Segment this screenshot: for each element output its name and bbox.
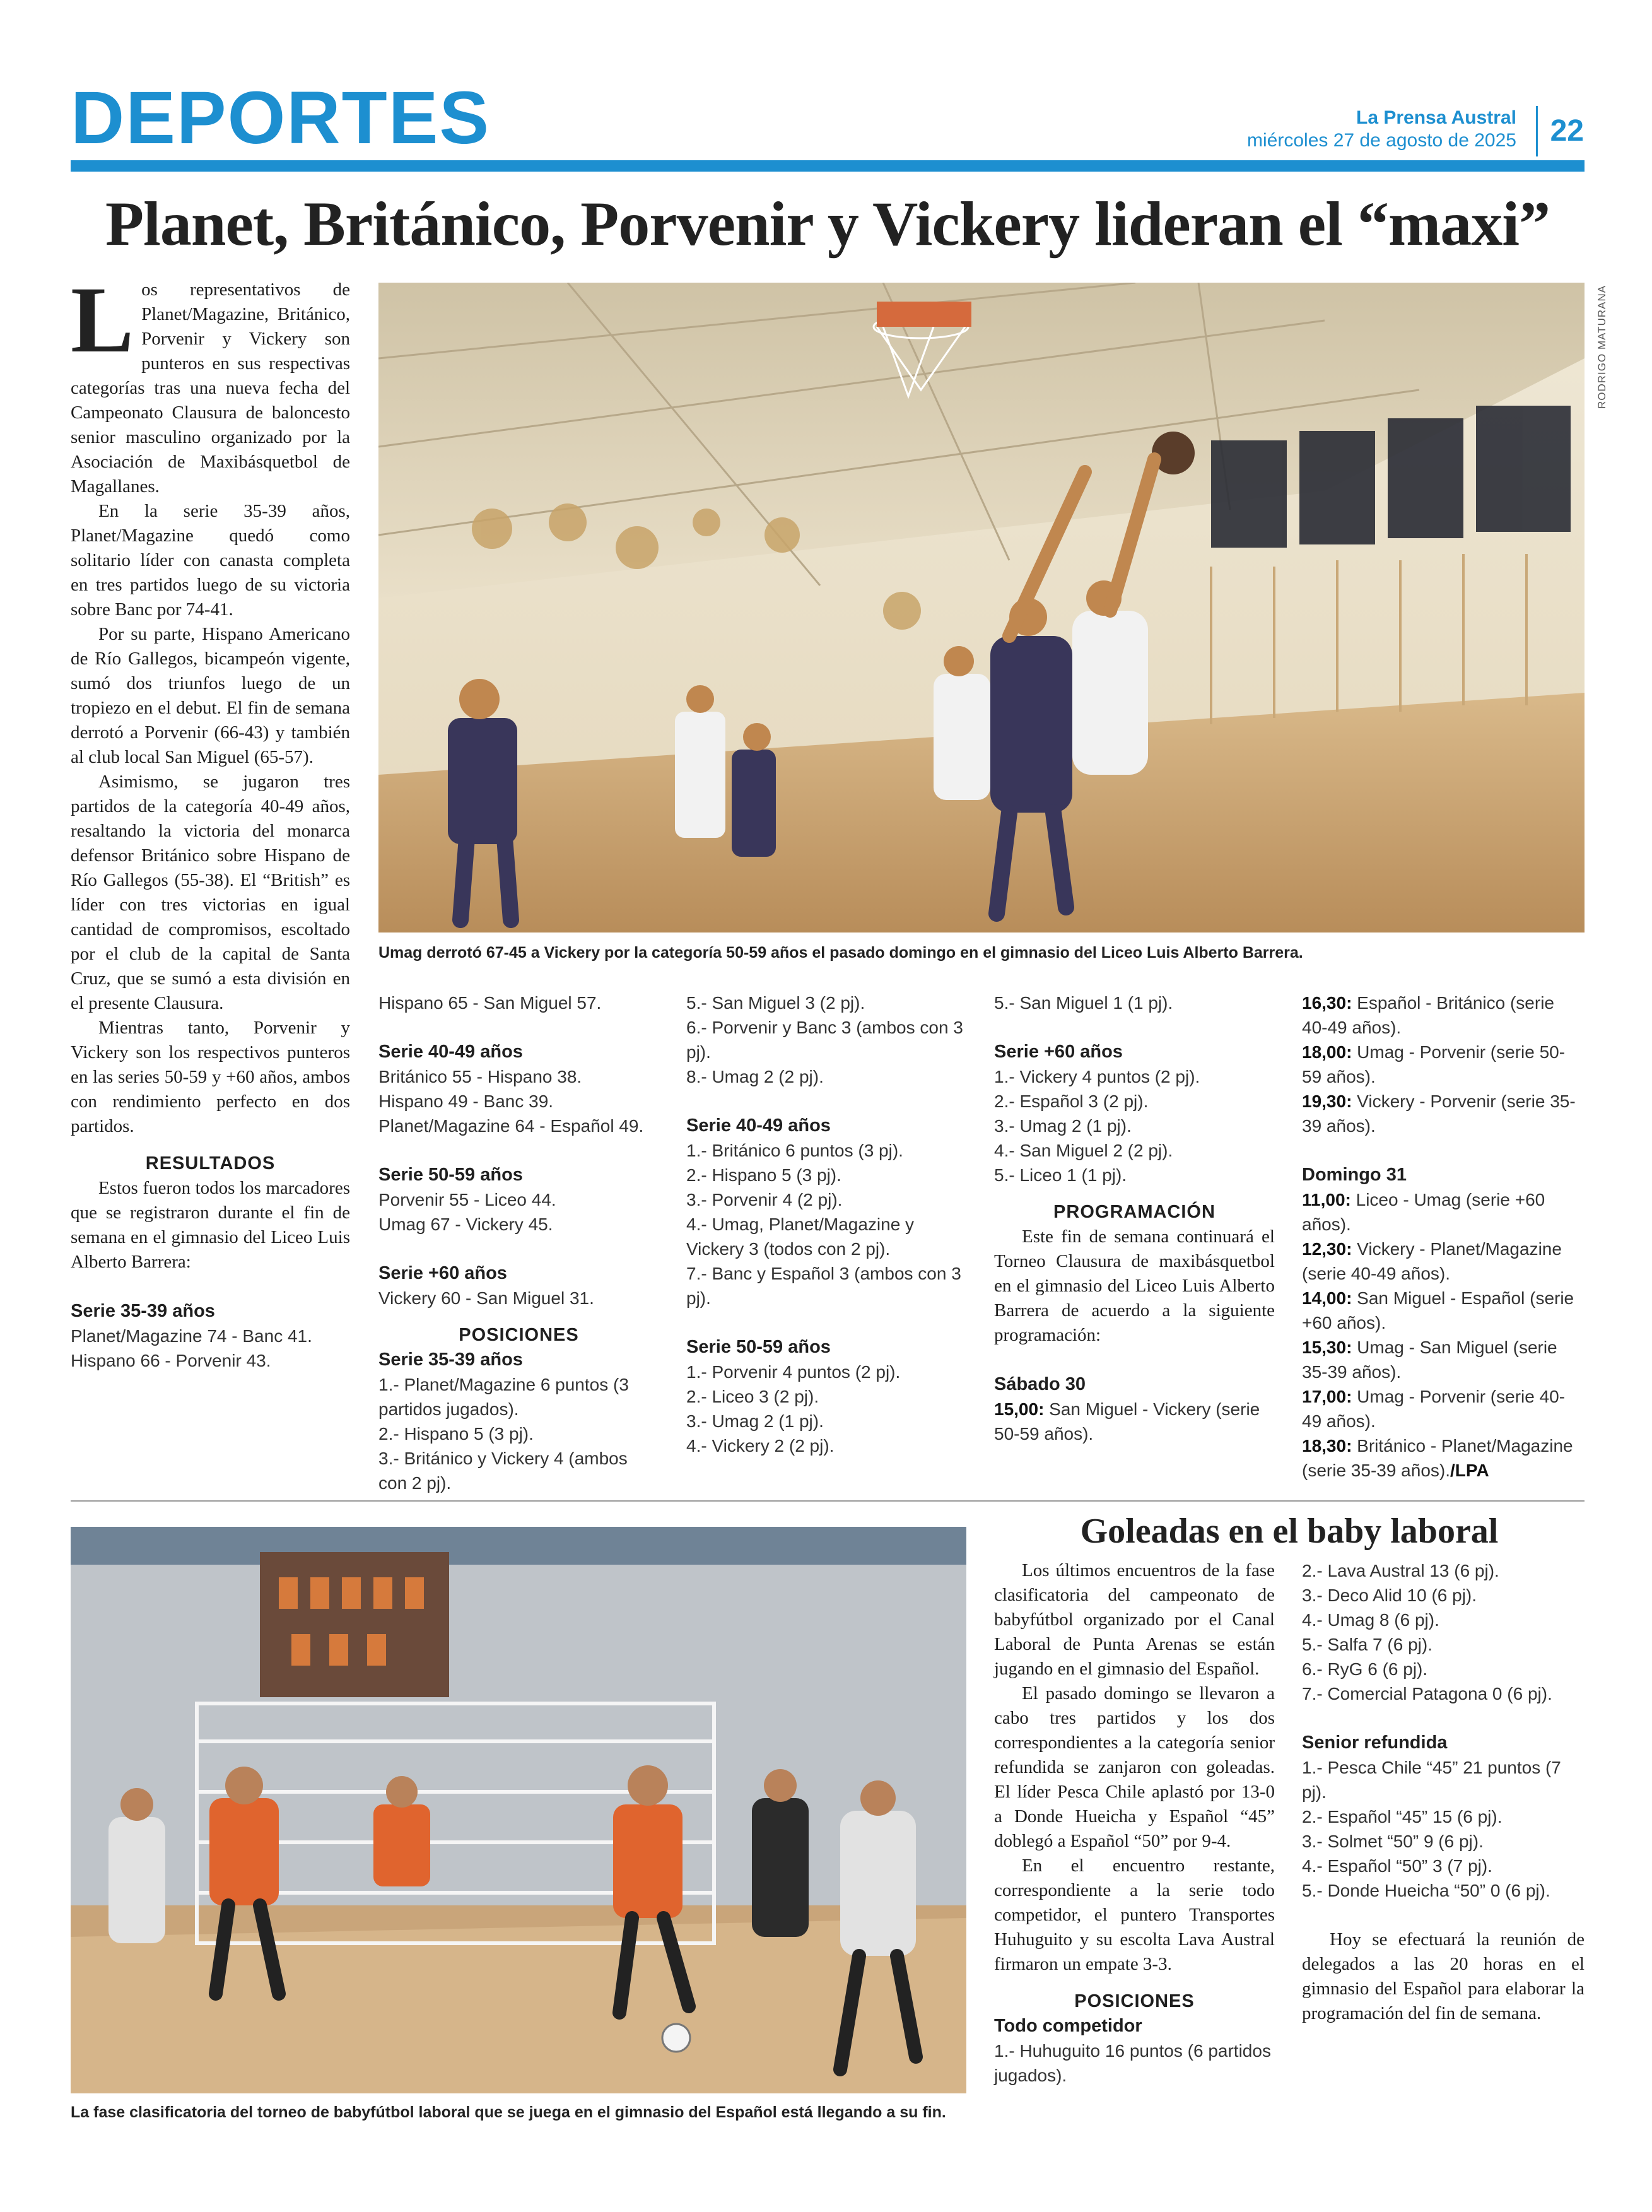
standing-line: 1.- Pesca Chile “45” 21 puntos (7 pj). bbox=[1302, 1758, 1561, 1802]
article1-column-4 bbox=[994, 991, 1275, 1446]
lead-paragraph: os representativos de Planet/Magazine, Británico, Porvenir y Vickery son punteros en sus respectivas categorías tras una nueva fecha del Campeonato Clausura de baloncesto senior masculino organizado por la Asociación de Maxibásquetbol de Magallanes. bbox=[71, 279, 350, 497]
schedule-line: 17,00: Umag - Porvenir (serie 40-49 años). bbox=[1302, 1387, 1566, 1431]
day-heading: Sábado 30 bbox=[994, 1374, 1086, 1394]
positions-heading: POSICIONES bbox=[1074, 1991, 1195, 2011]
article2-headline: Goleadas en el baby laboral bbox=[1080, 1512, 1499, 1551]
paragraph: En el encuentro restante, correspondiente a la serie todo competidor, el puntero Transportes Huhuguito y su escolta Lava Austral firmaron un empate 3-3. bbox=[994, 1856, 1275, 1974]
standing-line: 4.- Español “50” 3 (7 pj). bbox=[1302, 1856, 1492, 1876]
serie-heading: Serie +60 años bbox=[994, 1042, 1123, 1062]
result-line: Planet/Magazine 64 - Español 49. bbox=[378, 1116, 644, 1136]
section-divider bbox=[71, 1500, 1585, 1502]
standing-line: 4.- Umag 8 (6 pj). bbox=[1302, 1610, 1439, 1630]
serie-heading: Serie +60 años bbox=[378, 1263, 507, 1283]
article1-column-5 bbox=[1302, 991, 1585, 1483]
standing-line: 1.- Planet/Magazine 6 puntos (3 partidos jugados). bbox=[378, 1375, 629, 1419]
standing-line: 3.- Británico y Vickery 4 (ambos con 2 pj). bbox=[378, 1449, 628, 1493]
paragraph: Asimismo, se jugaron tres partidos de la categoría 40-49 años, resaltando la victoria del monarca defensor Británico sobre Hispano de Río Gallegos (55-38). El “British” es líder con tres victorias en igual cantidad de compromisos, escoltado por el club de la capital de Santa Cruz, que se sumó a esta división en el presente Clausura. bbox=[71, 772, 350, 1013]
standing-line: 6.- Porvenir y Banc 3 (ambos con 3 pj). bbox=[686, 1018, 963, 1062]
standing-line: 4.- Vickery 2 (2 pj). bbox=[686, 1436, 835, 1456]
article1-column-1 bbox=[71, 268, 350, 1373]
schedule-line: 11,00: Liceo - Umag (serie +60 años). bbox=[1302, 1190, 1545, 1234]
signoff: /LPA bbox=[1450, 1461, 1489, 1480]
issue-date: miércoles 27 de agosto de 2025 bbox=[1247, 130, 1516, 151]
standing-line: 7.- Banc y Español 3 (ambos con 3 pj). bbox=[686, 1264, 961, 1308]
futsal-photo bbox=[71, 1527, 966, 2093]
result-line: Umag 67 - Vickery 45. bbox=[378, 1215, 553, 1234]
standing-line: 4.- San Miguel 2 (2 pj). bbox=[994, 1141, 1173, 1160]
serie-heading: Senior refundida bbox=[1302, 1733, 1448, 1753]
schedule-line: 16,30: Español - Británico (serie 40-49 años). bbox=[1302, 993, 1554, 1037]
result-line: Porvenir 55 - Liceo 44. bbox=[378, 1190, 556, 1209]
article2-column-1 bbox=[994, 1558, 1275, 2088]
article2-column-2 bbox=[1302, 1558, 1585, 2026]
standing-line: 3.- Umag 2 (1 pj). bbox=[994, 1116, 1132, 1136]
paragraph: Estos fueron todos los marcadores que se registraron durante el fin de semana en el gimnasio del Liceo Luis Alberto Barrera: bbox=[71, 1178, 350, 1272]
results-heading: RESULTADOS bbox=[145, 1153, 276, 1174]
article1-column-2 bbox=[378, 991, 659, 1495]
standing-line: 3.- Solmet “50” 9 (6 pj). bbox=[1302, 1832, 1484, 1851]
standing-line: 5.- Liceo 1 (1 pj). bbox=[994, 1165, 1127, 1185]
schedule-line: 18,00: Umag - Porvenir (serie 50-59 años). bbox=[1302, 1042, 1566, 1086]
schedule-line: 19,30: Vickery - Porvenir (serie 35-39 años). bbox=[1302, 1091, 1576, 1136]
schedule-line: 15,30: Umag - San Miguel (serie 35-39 años). bbox=[1302, 1338, 1557, 1382]
result-line: Vickery 60 - San Miguel 31. bbox=[378, 1288, 594, 1308]
result-line: Hispano 66 - Porvenir 43. bbox=[71, 1351, 271, 1370]
standing-line: 2.- Hispano 5 (3 pj). bbox=[686, 1165, 841, 1185]
serie-heading: Serie 50-59 años bbox=[378, 1165, 523, 1185]
standing-line: 4.- Umag, Planet/Magazine y Vickery 3 (todos con 2 pj). bbox=[686, 1215, 915, 1259]
futsal-photo-caption: La fase clasificatoria del torneo de babyfútbol laboral que se juega en el gimnasio del Español está llegando a su fin. bbox=[71, 2103, 946, 2121]
schedule-line: 12,30: Vickery - Planet/Magazine (serie 40-49 años). bbox=[1302, 1239, 1562, 1283]
publication-name: La Prensa Austral bbox=[1356, 107, 1516, 128]
standing-line: 2.- Español 3 (2 pj). bbox=[994, 1091, 1149, 1111]
standing-line: 5.- Salfa 7 (6 pj). bbox=[1302, 1635, 1432, 1654]
section-title: DEPORTES bbox=[71, 76, 491, 160]
paragraph: En la serie 35-39 años, Planet/Magazine quedó como solitario líder con canasta completa en tres partidos luego de su victoria sobre Banc por 74-41. bbox=[71, 501, 350, 620]
positions-heading: POSICIONES bbox=[459, 1325, 579, 1345]
standing-line: 2.- Español “45” 15 (6 pj). bbox=[1302, 1807, 1503, 1827]
standing-line: 1.- Porvenir 4 puntos (2 pj). bbox=[686, 1362, 901, 1382]
program-heading: PROGRAMACIÓN bbox=[1053, 1202, 1216, 1222]
basketball-photo bbox=[378, 283, 1585, 932]
page-number: 22 bbox=[1550, 114, 1584, 148]
schedule-line: 15,00: San Miguel - Vickery (serie 50-59 años). bbox=[994, 1399, 1260, 1444]
standing-line: 2.- Liceo 3 (2 pj). bbox=[686, 1387, 819, 1406]
serie-heading: Serie 35-39 años bbox=[378, 1350, 523, 1370]
basketball-photo-caption: Umag derrotó 67-45 a Vickery por la categoría 50-59 años el pasado domingo en el gimnasio del Liceo Luis Alberto Barrera. bbox=[378, 944, 1303, 962]
serie-heading: Serie 50-59 años bbox=[686, 1337, 831, 1357]
standing-line: 5.- Donde Hueicha “50” 0 (6 pj). bbox=[1302, 1881, 1550, 1900]
serie-heading: Serie 40-49 años bbox=[378, 1042, 523, 1062]
schedule-line: 18,30: Británico - Planet/Magazine (serie 35-39 años)./LPA bbox=[1302, 1436, 1573, 1480]
standing-line: 8.- Umag 2 (2 pj). bbox=[686, 1067, 824, 1086]
standing-line: 2.- Hispano 5 (3 pj). bbox=[378, 1424, 534, 1444]
standing-line: 3.- Deco Alid 10 (6 pj). bbox=[1302, 1585, 1477, 1605]
result-line: Hispano 49 - Banc 39. bbox=[378, 1091, 554, 1111]
standing-line: 7.- Comercial Patagona 0 (6 pj). bbox=[1302, 1684, 1552, 1703]
paragraph: Mientras tanto, Porvenir y Vickery son los respectivos punteros en las series 50-59 y +60 años, ambos con rendimiento perfecto en dos partidos. bbox=[71, 1018, 350, 1136]
standing-line: 3.- Porvenir 4 (2 pj). bbox=[686, 1190, 843, 1209]
serie-heading: Todo competidor bbox=[994, 2016, 1142, 2036]
masthead-divider bbox=[1536, 106, 1538, 156]
standing-line: 3.- Umag 2 (1 pj). bbox=[686, 1411, 824, 1431]
dropcap: L bbox=[71, 268, 134, 372]
standing-line: 1.- Británico 6 puntos (3 pj). bbox=[686, 1141, 903, 1160]
article1-column-3 bbox=[686, 991, 967, 1458]
serie-heading: Serie 35-39 años bbox=[71, 1301, 215, 1321]
standing-line: 5.- San Miguel 3 (2 pj). bbox=[686, 993, 865, 1013]
standing-line: 2.- Lava Austral 13 (6 pj). bbox=[1302, 1561, 1499, 1580]
paragraph: Por su parte, Hispano Americano de Río Gallegos, bicampeón vigente, sumó dos triunfos luego de un tropiezo en el debut. El fin de semana derrotó a Porvenir (66-43) y también al club local San Miguel (65-57). bbox=[71, 624, 350, 767]
schedule-line: 14,00: San Miguel - Español (serie +60 años). bbox=[1302, 1288, 1574, 1332]
result-line: Británico 55 - Hispano 38. bbox=[378, 1067, 582, 1086]
result-line: Planet/Magazine 74 - Banc 41. bbox=[71, 1326, 312, 1346]
paragraph: Los últimos encuentros de la fase clasificatoria del campeonato de babyfútbol organizado por el Canal Laboral de Punta Arenas se están jugando en el gimnasio del Español. bbox=[994, 1560, 1275, 1679]
standing-line: 1.- Huhuguito 16 puntos (6 partidos jugados). bbox=[994, 2041, 1271, 2085]
article1-headline: Planet, Británico, Porvenir y Vickery lideran el “maxi” bbox=[105, 189, 1550, 259]
paragraph: El pasado domingo se llevaron a cabo tres partidos y los dos correspondientes a la categoría senior refundida se zanjaron con goleadas. El líder Pesca Chile aplastó por 13-0 a Donde Hueicha y Español “45” doblegó a Español “50” por 9-4. bbox=[994, 1683, 1275, 1851]
standing-line: 5.- San Miguel 1 (1 pj). bbox=[994, 993, 1173, 1013]
paragraph: Este fin de semana continuará el Torneo Clausura de maxibásquetbol en el gimnasio del Liceo Luis Alberto Barrera de acuerdo a la siguiente programación: bbox=[994, 1227, 1275, 1345]
standing-line: 6.- RyG 6 (6 pj). bbox=[1302, 1659, 1428, 1679]
standing-line: 1.- Vickery 4 puntos (2 pj). bbox=[994, 1067, 1200, 1086]
paragraph: Hoy se efectuará la reunión de delegados a las 20 horas en el gimnasio del Español para elaborar la programación del fin de semana. bbox=[1302, 1929, 1585, 2023]
result-line: Hispano 65 - San Miguel 57. bbox=[378, 993, 602, 1013]
day-heading: Domingo 31 bbox=[1302, 1165, 1407, 1185]
serie-heading: Serie 40-49 años bbox=[686, 1115, 831, 1136]
masthead-rule bbox=[71, 160, 1585, 172]
photo-credit: RODRIGO MATURANA bbox=[1596, 285, 1608, 409]
